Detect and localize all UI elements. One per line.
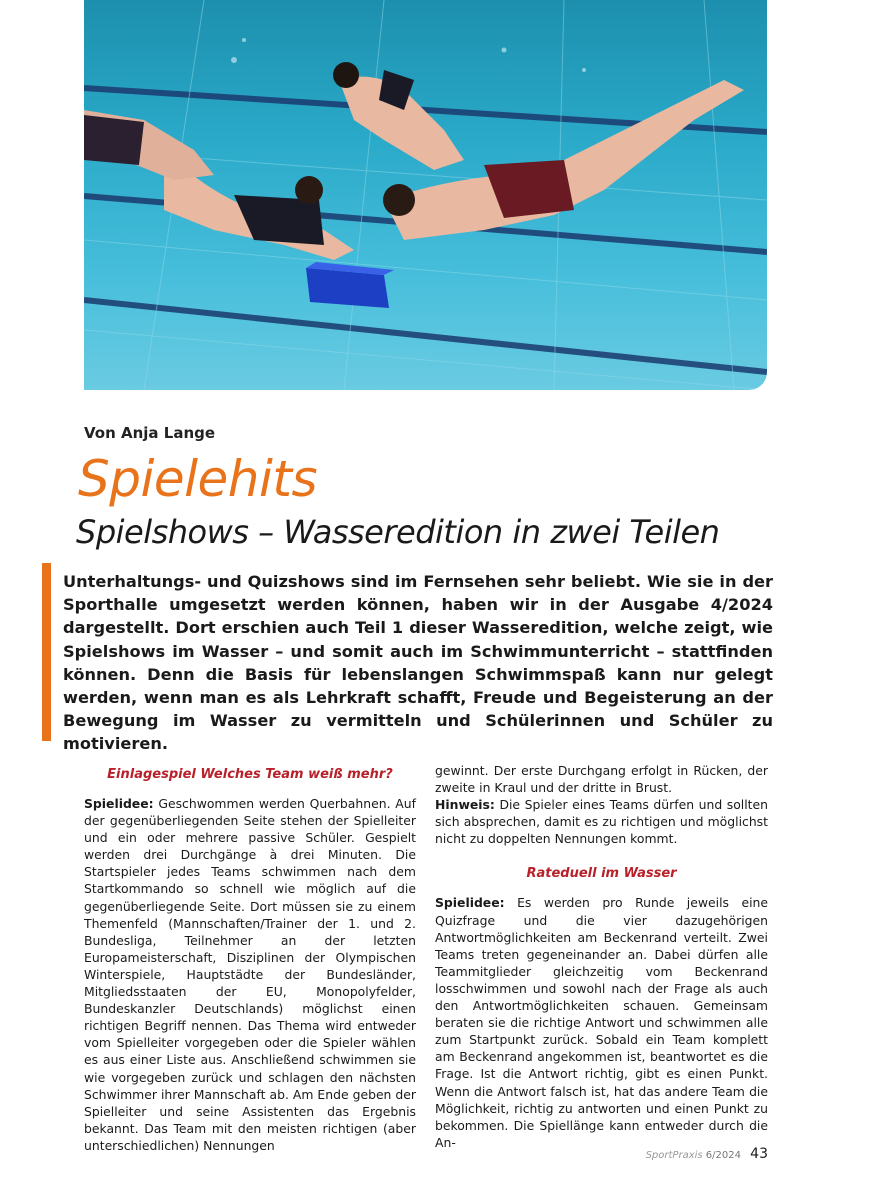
article-subtitle: Spielshows – Wasseredition in zwei Teilen (76, 513, 720, 551)
magazine-name: SportPraxis (645, 1150, 703, 1161)
column-right (435, 763, 768, 1151)
lead-paragraph: Unterhaltungs- und Quizshows sind im Fernsehen sehr beliebt. Wie sie in der Sporthalle umgesetzt werden können, haben wir in der Ausgabe 4/2024 dargestellt. Dort erschien auch Teil 1 dieser Wasseredition, welche zeigt, wie Spielshows im Wasser – und somit auch im Schwimmunterricht – stattfinden können. Denn die Basis für lebenslangen Schwimmspaß kann nur gelegt werden, wenn man es als Lehrkraft schafft, Freude und Begeisterung an der Bewegung im Wasser zu vermitteln und Schülerinnen und Schüler zu motivieren. (63, 572, 773, 754)
hero-photo-underwater-swimmers (84, 0, 767, 390)
hint-paragraph (435, 796, 768, 847)
section-heading-rateduell: Rateduell im Wasser (526, 866, 677, 882)
section1-paragraph (84, 795, 416, 1154)
section1-continued: gewinnt. Der erste Durchgang erfolgt in Rücken, der zweite in Kraul und der dritte in Brust. (435, 763, 768, 796)
issue-number: 6/2024 (705, 1150, 741, 1161)
author-byline: Von Anja Lange (84, 424, 216, 442)
section1-label: Spielidee: (84, 796, 154, 811)
page-number: 43 (750, 1146, 768, 1162)
article-title: Spielehits (78, 450, 318, 508)
page-footer (646, 1146, 768, 1162)
hint-text: Die Spieler eines Teams dürfen und sollten sich absprechen, damit es zu richtigen und möglichst nicht zu doppelten Nennungen kommt. (435, 797, 768, 847)
hint-label: Hinweis: (435, 797, 495, 813)
section2-label: Spielidee: (435, 895, 505, 911)
section-heading-einlagespiel: Einlagespiel Welches Team weiß mehr? (107, 767, 393, 782)
column-left (84, 766, 416, 1154)
section2-paragraph (435, 894, 768, 1150)
section1-text: Geschwommen werden Querbahnen. Auf der gegenüberliegenden Seite stehen der Spielleiter und ein oder mehrere passive Schüler. Gespielt werden drei Durchgänge à drei Minuten. Die Startspieler jedes Teams schwimmen nach dem Startkommando so schnell wie möglich auf die gegenüberliegende Seite. Dort müssen sie zu einem Themenfeld (Mannschaften/Trainer der 1. und 2. Bundesliga, Teilnehmer an der letzten Europameisterschaft, Disziplinen der Olympischen Winterspiele, Hauptstädte der Bundesländer, Mitgliedsstaaten der EU, Monopolyfelder, Bundeskanzler Deutschlands) möglichst einen richtigen Begriff nennen. Das Thema wird entweder vom Spielleiter vorgegeben oder die Spieler wählen es aus einer Liste aus. Anschließend schwimmen sie wie vorgegeben zurück und schlagen den nächsten Schwimmer ihrer Mannschaft ab. Am Ende geben der Spielleiter und seine Assistenten das Ergebnis bekannt. Das Team mit den meisten richtigen (aber unterschiedlichen) Nennungen (84, 796, 416, 1153)
lead-accent-bar (42, 563, 51, 741)
section2-text: Es werden pro Runde jeweils eine Quizfrage und die vier dazugehörigen Antwortmöglichkeiten am Beckenrand verteilt. Zwei Teams treten gegeneinander an. Dabei dürfen alle Teammitglieder gleichzeitig vom Beckenrand losschwimmen und sowohl nach der Frage als auch den Antwortmöglichkeiten schauen. Gemeinsam beraten sie die richtige Antwort und schwimmen alle zum Startpunkt zurück. Sobald ein Team komplett am Beckenrand angekommen ist, beantwortet es die Frage. Ist die Antwort richtig, gibt es einen Punkt. Wenn die Antwort falsch ist, hat das andere Team die Möglichkeit, richtig zu antworten und einen Punkt zu bekommen. Die Spiellänge kann entweder durch die An- (435, 895, 768, 1150)
